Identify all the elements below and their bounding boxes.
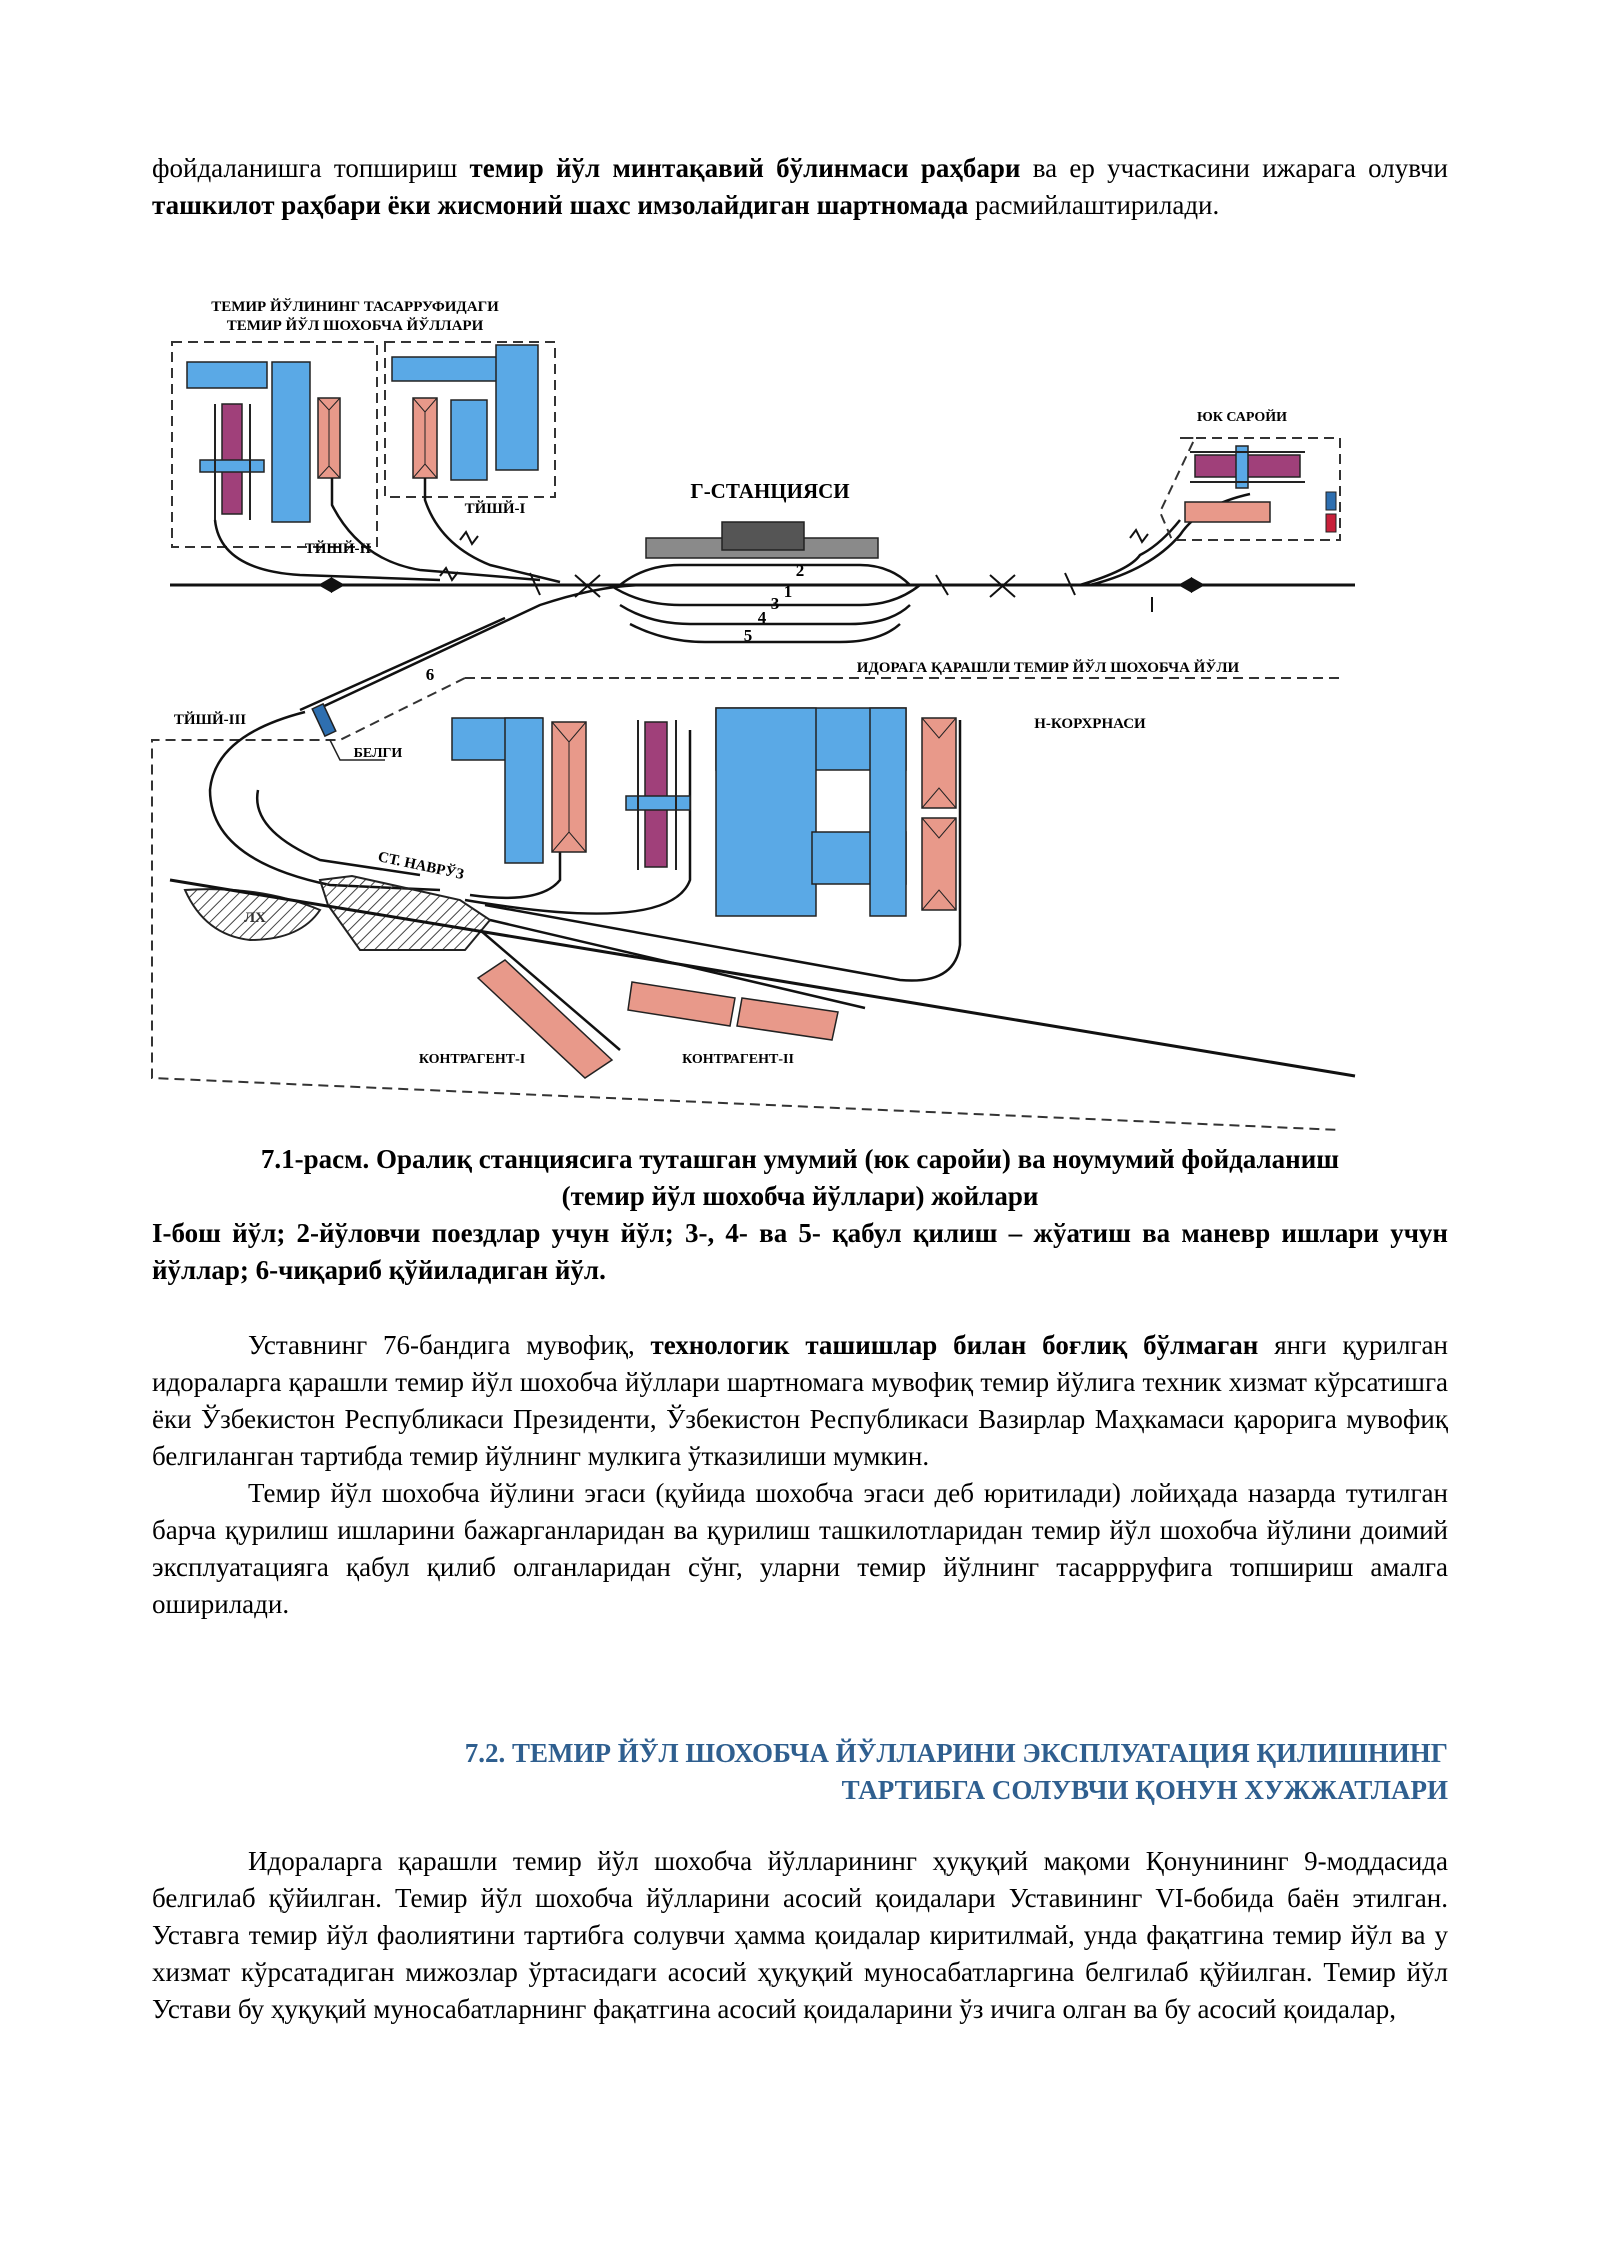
siding-line xyxy=(1080,520,1180,585)
idoraga-label: ИДОРАГА ҚАРАШЛИ ТЕМИР ЙЎЛ ШОХОБЧА ЙЎЛИ xyxy=(856,660,1240,676)
section-heading xyxy=(152,1735,1448,1809)
tishi-3-label: ТЙШЙ-ІІІ xyxy=(173,712,247,728)
building-blue xyxy=(451,400,487,480)
belgi-label: БЕЛГИ xyxy=(353,746,403,761)
text-run: расмийлаштирилади. xyxy=(968,190,1220,220)
track-number-6: 6 xyxy=(425,665,435,684)
signal-arrow xyxy=(331,577,345,593)
crane-beam xyxy=(200,460,264,472)
heading-line1: 7.2. ТЕМИР ЙЎЛ ШОХОБЧА ЙЎЛЛАРИНИ ЭКСПЛУАТАЦИЯ ҚИЛИШНИНГ xyxy=(464,1738,1448,1768)
bold-run: технологик ташишлар билан боғлиқ бўлмаган xyxy=(650,1330,1259,1360)
protection-zigzag xyxy=(440,568,458,580)
label-tyy-line2: ТЕМИР ЙЎЛ ШОХОБЧА ЙЎЛЛАРИ xyxy=(226,318,484,334)
warehouse-roof xyxy=(922,718,956,808)
station-building xyxy=(722,522,804,550)
building-blue xyxy=(870,708,906,916)
track-6 xyxy=(300,618,505,710)
label-tyy-line1: ТЕМИР ЙЎЛИНИНГ ТАСАРРУФИДАГИ xyxy=(211,299,499,315)
protection-zigzag xyxy=(1130,530,1148,542)
label-tishi-2: ТЙШЙ-ІІ xyxy=(304,541,372,557)
text-run: янги қурилган идораларга қарашли темир йўл шохобча йўллари шартномага мувофиқ темир йўлига техник хизмат кўрсатишга ёки Ўзбекистон Республикаси Президенти, Ўзбекистон Республикаси Вазирлар Маҳкамаси қарорига мувофиқ белгиланган тартибда темир йўлнинг мулкига ўтказилиши мумкин. xyxy=(152,1330,1448,1471)
signal-post xyxy=(1326,492,1336,510)
building-blue xyxy=(496,345,538,470)
navruz-station xyxy=(320,876,490,950)
track-number-1: 1 xyxy=(783,582,793,601)
station-label: Г-СТАНЦИЯСИ xyxy=(690,479,850,503)
station-track-3 xyxy=(610,585,920,605)
paragraph-76 xyxy=(152,1327,1448,1623)
crane-track xyxy=(645,722,667,867)
protection-zigzag xyxy=(460,532,478,544)
track-6 xyxy=(320,585,645,708)
bold-run: темир йўл минтақавий бўлинмаси раҳбари xyxy=(469,153,1021,183)
station-track-2 xyxy=(620,565,910,585)
signal-arrow xyxy=(1178,577,1192,593)
paragraph xyxy=(152,1327,1448,1475)
navruz-label: СТ. НАВРЎЗ xyxy=(376,849,466,884)
platform-roof xyxy=(1185,502,1270,522)
track-number-3: 3 xyxy=(770,594,780,613)
text-run: фойдаланишга топшириш xyxy=(152,153,470,183)
text-run: ва ер участкасини ижарага олувчи xyxy=(1020,153,1448,183)
heading-line2: ТАРТИБГА СОЛУВЧИ ҚОНУН ХУЖЖАТЛАРИ xyxy=(841,1775,1448,1805)
belgi-marker xyxy=(312,704,336,736)
building-blue xyxy=(716,708,816,916)
bold-run: ташкилот раҳбари ёки жисмоний шахс имзолайдиган шартномада xyxy=(152,190,969,220)
caption-title-line2: (темир йўл шохобча йўллари) жойлари xyxy=(561,1181,1039,1211)
paragraph-intro xyxy=(152,150,1448,224)
track-number-5: 5 xyxy=(743,626,753,645)
kontragent-2-label: КОНТРАГЕНТ-ІІ xyxy=(682,1052,794,1067)
siding-line xyxy=(425,478,560,582)
crane-track xyxy=(222,404,242,514)
kontragent-2-building xyxy=(628,982,735,1026)
caption-title-line1: 7.1-расм. Оралиқ станциясига туташган умумий (юк саройи) ва ноумумий фойдаланиш xyxy=(260,1144,1340,1174)
siding-line xyxy=(332,478,540,580)
signal-post xyxy=(1326,514,1336,532)
lx-label: ЛХ xyxy=(243,910,267,926)
building-blue xyxy=(392,357,502,381)
paragraph: Темир йўл шохобча йўлини эгаси (қуйида шохобча эгаси деб юритилади) лойиҳада назарда тутилган барча қурилиш ишларини бажарганларидан ва қурилиш ташкилотларидан темир йўл шохобча йўлини доимий эксплуатацияга қабул қилиб олганларидан сўнг, уларни темир йўлнинг тасаррруфига топшириш амалга оширилади. xyxy=(152,1478,1448,1619)
label-tishi-1: ТЙШЙ-І xyxy=(464,501,526,517)
paragraph: Идораларга қарашли темир йўл шохобча йўлларининг ҳуқуқий мақоми Қонунининг 9-моддасида белгилаб қўйилган. Темир йўл шохобча йўлларини асосий қоидалари Уставининг VI-бобида баён этилган. Уставга темир йўл фаолиятини тартибга солувчи ҳамма қоидалар киритилмай, унда фақатгина темир йўл ва у хизмат кўрсатадиган мижозлар ўртасидаги асосий ҳуқуқий муносабатларгина белгилаб қўйилган. Темир йўл Устави бу ҳуқуқий муносабатларнинг фақатгина асосий қоидаларини ўз ичига олган ва бу асосий қоидалар, xyxy=(152,1846,1448,2024)
yuk-saroyi-label: ЮК САРОЙИ xyxy=(1196,410,1288,425)
track-number-2: 2 xyxy=(795,561,805,580)
text-run: Уставнинг 76-бандига мувофиқ, xyxy=(248,1330,651,1360)
track-number-4: 4 xyxy=(757,608,767,627)
caption-legend: І-бош йўл; 2-йўловчи поездлар учун йўл; 3-, 4- ва 5- қабул қилиш – жўатиш ва маневр ишлари учун йўллар; 6-чиқариб қўйиладиган йўл. xyxy=(152,1218,1448,1285)
paragraph-legal-status xyxy=(152,1843,1448,2028)
signal-arrow xyxy=(1191,577,1205,593)
kontragent-1-label: КОНТРАГЕНТ-І xyxy=(418,1052,526,1067)
building-blue xyxy=(505,718,543,863)
crane-beam xyxy=(626,796,690,810)
figure-caption xyxy=(152,1141,1448,1289)
warehouse-roof xyxy=(922,818,956,910)
building-blue xyxy=(272,362,310,522)
kontragent-2-building xyxy=(737,998,838,1040)
railway-diagram xyxy=(0,280,1600,1140)
korxona-label: Н-КОРХРНАСИ xyxy=(1034,716,1146,732)
signal-arrow xyxy=(318,577,332,593)
building-blue xyxy=(187,362,267,388)
